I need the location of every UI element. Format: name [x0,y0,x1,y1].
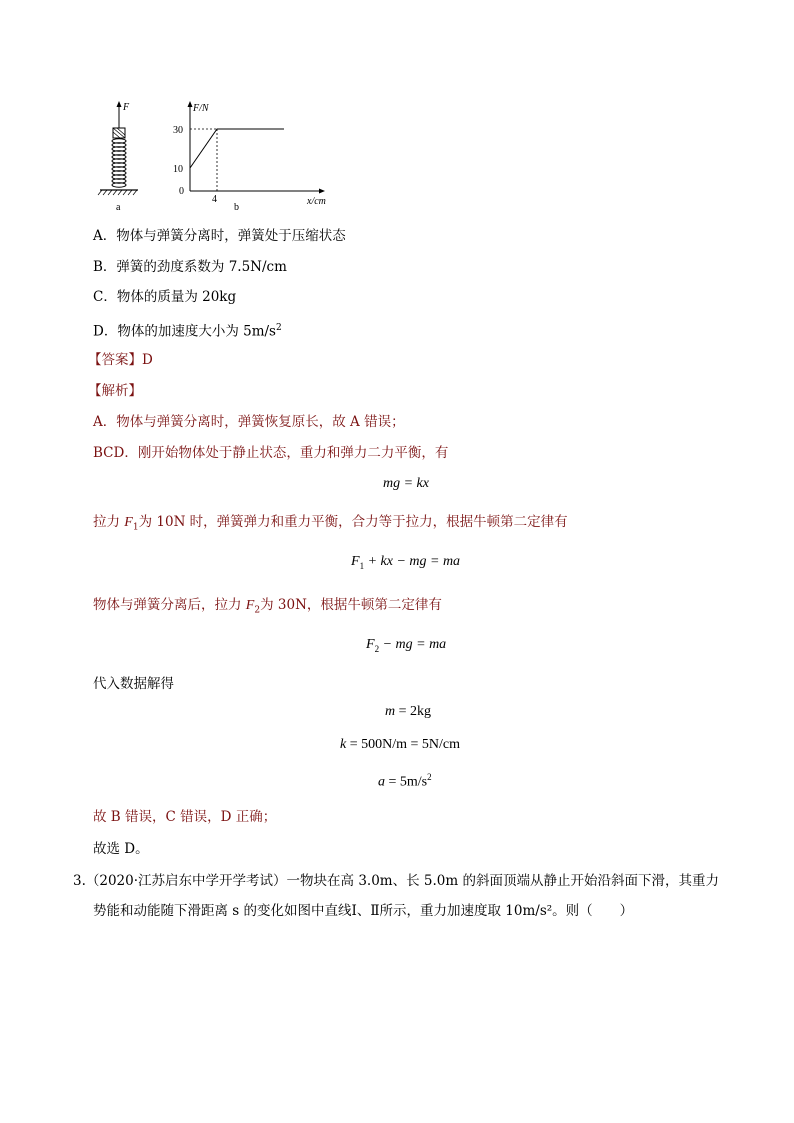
option-d-sup: 2 [275,323,282,333]
question-3-line-1: 3.（2020·江苏启东中学开学考试）一物块在高 3.0m、长 5.0m 的斜面顶端从静止开始沿斜面下滑，其重力 [73,873,719,889]
answer-value: D [142,352,153,368]
equation-5: k = 500N/m = 5N/cm [340,737,461,752]
figure-spring-graph [94,98,326,213]
caption-b: b [234,202,239,213]
analysis-line-a: A．物体与弹簧分离时，弹簧恢复原长，故 A 错误； [93,414,405,430]
answer-label: 【答案】 [88,352,142,368]
option-c: C．物体的质量为 20kg [93,289,237,305]
tick-label-10: 10 [173,164,183,175]
option-a: A．物体与弹簧分离时，弹簧处于压缩状态 [93,228,346,244]
equation-6: $a = 5m/s^2$ [378,772,432,790]
analysis-line-separation: 物体与弹簧分离后，拉力 $F_2$为 30N，根据牛顿第二定律有 [93,597,442,616]
equation-3: $F_2$ − mg = ma [366,637,447,654]
answer-row [88,351,153,369]
graph-x-label: x/cm [307,196,326,207]
equation-1: mg = kx [383,476,429,491]
analysis-line-substitute: 代入数据解得 [93,676,174,692]
option-b: B．弹簧的劲度系数为 7.5N/cm [93,259,287,275]
tick-label-0: 0 [179,186,184,197]
equation-2: $F_1$ + kx − mg = ma [351,554,461,571]
spring-diagram [98,101,138,213]
option-d-row [93,319,282,341]
caption-a: a [116,202,121,213]
analysis-line-bcd: BCD．刚开始物体处于静止状态，重力和弹力二力平衡，有 [93,445,449,461]
force-line [190,129,284,168]
analysis-line-pull: 拉力 $F_1$为 10N 时，弹簧弹力和重力平衡，合力等于拉力，根据牛顿第二定律有 [93,514,568,533]
tick-label-30: 30 [173,125,183,136]
analysis-final: 故选 D。 [93,841,149,857]
analysis-conclusion: 故 B 错误，C 错误，D 正确； [93,809,277,825]
graph-y-label: F/N [193,103,209,114]
spring-force-label: F [123,102,130,113]
option-d: D．物体的加速度大小为 5m/s [93,323,276,340]
question-3-line-2: 势能和动能随下滑距离 s 的变化如图中直线Ⅰ、Ⅱ所示，重力加速度取 10m/s²。则（ ） [93,903,634,919]
equation-4: m = 2kg [385,704,432,719]
force-displacement-graph [173,101,326,213]
spring-coils [112,139,126,187]
tick-label-4: 4 [212,194,217,205]
analysis-label: 【解析】 [88,383,142,399]
